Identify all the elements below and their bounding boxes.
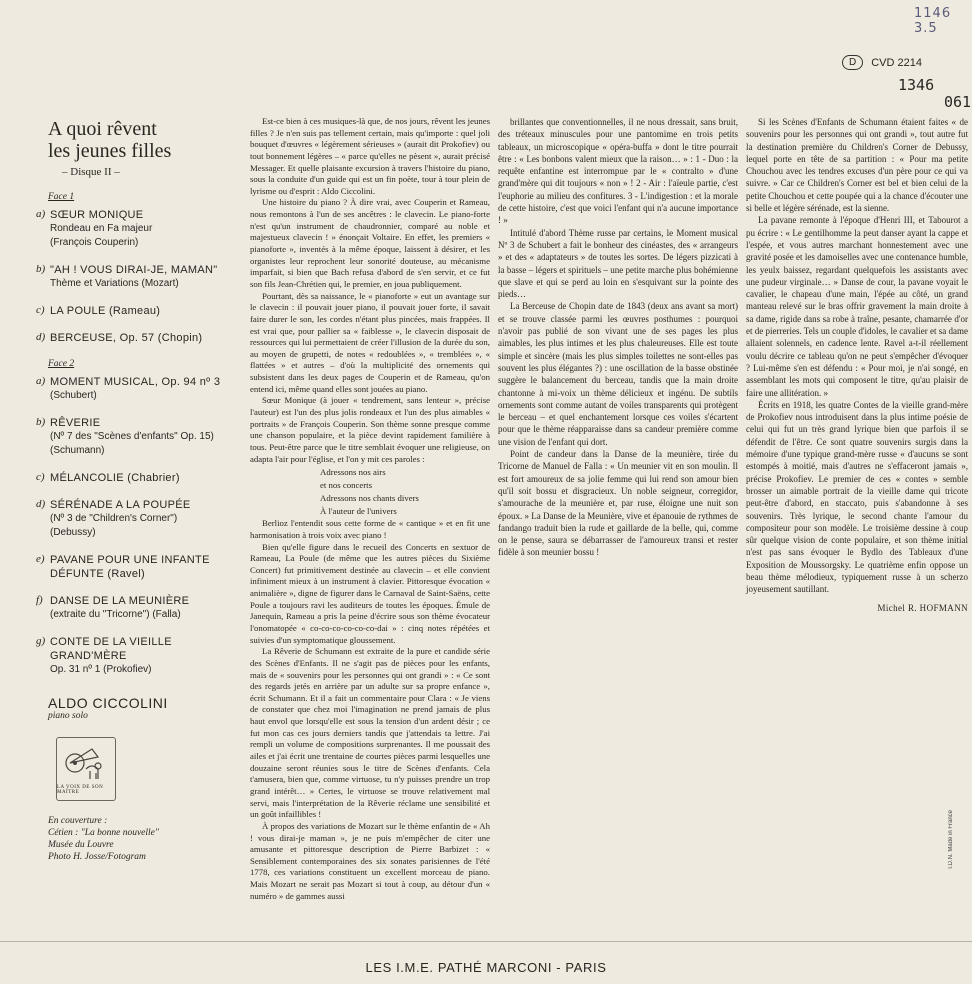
liner-notes-column-3 xyxy=(746,116,968,614)
track-subtitle: (Nº 3 de "Children's Corner") xyxy=(50,513,178,524)
disc-badge: D xyxy=(842,55,863,70)
notes-signature: Michel R. HOFMANN xyxy=(877,602,968,613)
face-2-tracklist xyxy=(36,375,246,677)
track-letter: a) xyxy=(36,208,46,220)
tracklist-column xyxy=(36,118,246,863)
performer-role: piano solo xyxy=(48,711,88,721)
track-letter: a) xyxy=(36,375,46,387)
track-item xyxy=(36,263,246,291)
track-item xyxy=(36,416,246,458)
performer-name: ALDO CICCOLINI xyxy=(48,695,168,711)
notes-paragraph: La Rêverie de Schumann est extraite de la pure et candide série des Scènes d'Enfants. Il ne s'agit pas de pièces pour les enfants, mais de « souvenirs pour les personnes qui ont grandi » : « Ce sont des regards jetés en arrière par un adulte sur sa propre enfance », écrit Schumann. Et il a fait un commentaire pour Clara : « Je viens de constater que chez moi l'imagination ne prend jamais de plus haut envol que lorsqu'elle est sous la tension d'un ardent désir ; ce fut mon cas ces jours derniers tandis que j'attendais ta lettre. J'ai rempli un volume de compositions surprenantes. Il me poussait des ailes et j'ai écrit une trentaine de courtes pièces parmi lesquelles une douzaine seront réunies sous le titre de Scènes d'enfants. Cela t'amusera, bien que, comme virtuose, tu n'y puisses prendre un trop grand intérêt… » Certes, le virtuose se trouve relativement mal servi, mais l'interprétation de la Rêverie réclame une sensibilité et un goût infaillibles ! xyxy=(250,646,490,820)
cover-credits: En couverture : Cétien : "La bonne nouvelle" Musée du Louvre Photo H. Josse/Fotogram xyxy=(48,816,159,862)
face-2-label: Face 2 xyxy=(48,359,75,369)
record-label-logo xyxy=(56,737,116,801)
track-title: SÉRÉNADE A LA POUPÉE xyxy=(50,499,191,511)
track-title: LA POULE (Rameau) xyxy=(50,305,161,317)
track-item xyxy=(36,304,246,318)
track-subtitle: Thème et Variations (Mozart) xyxy=(50,278,179,289)
track-subtitle: (François Couperin) xyxy=(50,237,139,248)
notes-paragraph: Point de candeur dans la Danse de la meunière, tirée du Tricorne de Manuel de Falla : « Un meunier vit en son moulin. Il est fort amoureux de sa jolie femme qui lui rend son amour bien qu'il soit bossu et disgracieux. Un noble seigneur, corregidor, s'amourache de la meunière et, par ruse, éloigne une nuit son époux. » La Danse de la Meunière, vive et épanouie de rythmes de fandango traduit bien la rude et gaillarde de la belle, qui, comme on le pense, saura se débarrasser de l'amoureux transi et rester fidèle à son meunier bossu ! xyxy=(498,449,738,558)
notes-paragraph: brillantes que conventionnelles, il ne nous dressait, sans bruit, des tréteaux minuscules pour une pantomime en trois petits tableaux, un microscopique « opéra-buffa » dont le titre pourrait être : « Les bonbons valent mieux que la raison… » : 1 - Duo : la requête enfantine est interrompue par le « contralto » d'une grand'mère qui dit toujours « non » ! 2 - Air : l'aïeule partie, c'est l'euphorie au milieu des confitures. 3 - L'indigestion : et la morale de cette histoire, c'est que voici l'enfant qui n'a aucune importance ! » xyxy=(498,117,738,226)
side-print-note: I.D.N. Made in France xyxy=(948,810,954,869)
liner-notes-column-2 xyxy=(498,116,738,559)
track-title: MÉLANCOLIE (Chabrier) xyxy=(50,472,180,484)
notes-paragraph: La pavane remonte à l'époque d'Henri III, et Tabourot a pu écrire : « Le gentilhomme la peut danser ayant la cappe et l'espée, et vous autres marchant honnestement avec une gravité posée et les damoiselles avec une contenance humble, les yeulx baissez, regardant quelquefois les assistants avec une pudeur virginale… » Danse de cour, la pavane voyait le cavalier, le chapeau d'une main, l'épée au côté, un grand manteau relevé sur le bras offrir gravement la main droite à sa dame, rigide dans sa robe à traîne, pesante, chamarrée d'or et de pierreries. Tels un couple d'idoles, le cavalier et sa dame allaient solennels, en cadence lente. Ravel a-t-il réellement voulu décrire ce tableau qu'on ne peut s'empêcher d'évoquer ? Lui-même s'en est défendu : « Pour moi, je n'ai songé, en assemblant les mots qui composent le titre, qu'au plaisir de faire une allitération. » xyxy=(746,215,968,398)
track-item xyxy=(36,375,246,403)
track-subtitle: (Debussy) xyxy=(50,527,96,538)
face-1-label: Face 1 xyxy=(48,192,75,202)
poem-line: Adressons nos chants divers xyxy=(320,493,419,504)
track-title: RÊVERIE xyxy=(50,417,101,429)
track-letter: f) xyxy=(36,594,43,606)
track-title: SŒUR MONIQUE xyxy=(50,209,144,221)
stamp-number: 1346 xyxy=(898,76,935,94)
poem-line: À l'auteur de l'univers xyxy=(320,506,397,517)
track-letter: b) xyxy=(36,416,46,428)
track-subtitle: (Nº 7 des "Scènes d'enfants" Op. 15) xyxy=(50,431,214,442)
track-title: MOMENT MUSICAL, Op. 94 nº 3 xyxy=(50,376,221,388)
notes-paragraph: Pourtant, dès sa naissance, le « pianoforte » eut un avantage sur le clavecin : il pouvait jouer piano, il pouvait jouer forte, il savait faire durer le son, les cordes n'étant plus pincées, mais frappées. Il est vrai que, pour pallier sa « faiblesse », le clavecin disposait de ressources qui lui permettaient de créer l'illusion de la durée du son, au moyen de grupetti, de notes « redoublées », « tremblées », « flattées » et autres – d'où la multiplicité des ornements qui subsistent dans les deux pages de Couperin et de Rameau, qu'on entend ici, même quand elles sont jouées au piano. xyxy=(250,290,490,394)
face-1-tracklist xyxy=(36,208,246,345)
track-item xyxy=(36,208,246,250)
track-letter: c) xyxy=(36,471,45,483)
liner-notes-column-1 xyxy=(250,116,490,902)
track-subtitle: (extraite du "Tricorne") (Falla) xyxy=(50,609,181,620)
notes-paragraph: La Berceuse de Chopin date de 1843 (deux ans avant sa mort) et se trouve classée parmi les œuvres posthumes : pourquoi n'avoir pas publié de son vivant une de ses pages les plus aimables, les plus intimes et les plus chaleureuses. Elle est toute simple et sincère (mais les plus simples toilettes ne sont-elles pas souvent les plus élégantes ?) : une oscillation de la basse obstinée suggère le balancement du berceau, tandis que la main droite chantonne à mi-voix un thème délicieux et ingénu. De subtils ornements sont comme autant de voiles transparents qui protègent le berceau – et quel enchantement lorsque ces voiles s'écartent pour que le thème réapparaisse dans sa candeur première comme une vision de l'enfant qui dort. xyxy=(498,301,738,447)
poem-line: et nos concerts xyxy=(320,480,372,491)
notes-paragraph: Est-ce bien à ces musiques-là que, de nos jours, rêvent les jeunes filles ? Je n'en suis pas tellement certain, mais qu'importe : quel joli bouquet d'œuvres « légèrement sérieuses » (aurait dit Prokofiev) ou tout bonnement légères – « parce qu'elles ne pèsent », aurait précisé Messager. Et quelle plaisante excursion à travers l'histoire du piano, sous la conduite d'un guide qui est un fin poète, tour à tour plein de lyrisme ou d'esprit : Aldo Ciccolini. xyxy=(250,116,490,196)
track-item xyxy=(36,553,246,581)
track-title: PAVANE POUR UNE INFANTE DÉFUNTE (Ravel) xyxy=(50,554,210,580)
disc-label: – Disque II – xyxy=(62,166,120,178)
notes-paragraph: Bien qu'elle figure dans le recueil des Concerts en sextuor de Rameau, La Poule (de même que les autres pièces du Sixième Concert) fut primitivement destinée au clavecin – et elle convient infiniment mieux à un instrument à clavier. Pittoresque évocation « animalière », digne de figurer dans le Carnaval de Saint-Saëns, cette Poule a toujours ravi les auditeurs de toutes les époques. Émule de Janequin, Rameau a pris la peine d'écrire sous son thème évocateur l'onomatopée « co-co-co-co-co-co-dai » : cinq notes répétées et suivies d'un symptomatique gloussement. xyxy=(250,541,490,645)
track-item xyxy=(36,594,246,622)
poem-line: Adressons nos airs xyxy=(320,467,386,478)
notes-paragraph: Intitulé d'abord Thème russe par certains, le Moment musical Nº 3 de Schubert a fait le bonheur des cinéastes, des « arrangeurs » et des « adaptateurs » de toutes les sortes. De légers pizzicati à la basse – légers et spirituels – une petite marche plus bohémienne que slave et qui se perd au loin en s'esquivant sur la pointe des pieds… xyxy=(498,227,738,300)
track-item xyxy=(36,498,246,540)
notes-paragraph: À propos des variations de Mozart sur le thème enfantin de « Ah ! vous dirai-je maman », je ne puis m'empêcher de citer une amusante et pittoresque description de Pierre Barbizet : « Sensiblement contemporaines des six sonates parisiennes de l'été 1778, ces variations constituent un excellent morceau de piano. Mais Mozart ne serait pas Mozart si tout à coup, au détour d'un « numéro » de gammes aussi xyxy=(250,820,490,901)
track-subtitle: Op. 31 nº 1 (Prokofiev) xyxy=(50,664,152,675)
track-subtitle: (Schubert) xyxy=(50,390,97,401)
track-letter: d) xyxy=(36,331,46,343)
track-title: CONTE DE LA VIEILLE GRAND'MÈRE xyxy=(50,636,172,662)
track-letter: c) xyxy=(36,304,45,316)
notes-paragraph: Une histoire du piano ? À dire vrai, avec Couperin et Rameau, nous remontons à l'un de ses ancêtres : le clavecin. Le piano-forte n'est qu'un instrument de chaudronnier, comparé au noble et majestueux clavecin ! » énonçait Voltaire. En effet, les premiers « pianoforte », inventés à la même époque, laissent à désirer, et les organistes leur reprochent leur sonorité douteuse, au mécanisme imparfait, si bien que Bach refusa d'abord de s'en servir, et ce fut son fils Jean-Chrétien qui, le premier, en joua publiquement. xyxy=(250,197,490,289)
track-letter: g) xyxy=(36,635,46,647)
logo-text: LA VOIX DE SON MAÎTRE xyxy=(57,785,104,795)
catalog-number: CVD 2214 xyxy=(871,56,922,69)
notes-paragraph: Berlioz l'entendit sous cette forme de « cantique » et en fit une harmonisation à trois voix avec piano ! xyxy=(250,518,490,540)
track-title: DANSE DE LA MEUNIÈRE xyxy=(50,595,190,607)
publisher-footer: LES I.M.E. PATHÉ MARCONI - PARIS xyxy=(365,960,607,975)
notes-paragraph: Sœur Monique (à jouer « tendrement, sans lenteur », précise l'auteur) est l'un des plus jolis rondeaux et l'un des plus aimables « portraits » de François Couperin. Son thème sonne presque comme une chanson populaire, et la pièce devint rapidement familière à tous. Peut-être parce que le titre semblait évoquer une religieuse, on adapta l'air pour l'église, et l'on y mit ces paroles : xyxy=(250,395,490,464)
track-letter: b) xyxy=(36,263,46,275)
notes-paragraph: Écrits en 1918, les quatre Contes de la vieille grand-mère de Prokofiev nous introduisent dans la plus intime poésie de celui qui fut un très grand lyrique bien que parfois il se défendit de l'être. Ce sont quatre souvenirs surgis dans la mémoire d'une typique grand-mère russe « d'aucuns se sont estompés à moitié, mais d'autres ne s'effaceront jamais », précise Prokofiev. Le premier de ces « contes » semble brosser un aimable portrait de la vieille dame qui tricote peut-être d'abord, en staccato, puis s'abandonne à ses souvenirs. Très lyrique, le second chante l'amour du compositeur pour son modèle. Le troisième dessine à coup sûr quelque vision de conte populaire, et son thème initial n'est pas sans évoquer le Bydlo des Tableaux d'une Exposition de Moussorgsky. Le quatrième enfin oppose un beau thème mélodieux, typiquement russe à un scherzo joyeusement sautillant. xyxy=(746,399,968,595)
footer-divider xyxy=(0,941,972,942)
catalog-block xyxy=(842,55,922,70)
cantique-poem xyxy=(250,466,490,517)
track-subtitle: Rondeau en Fa majeur xyxy=(50,223,153,234)
track-letter: d) xyxy=(36,498,46,510)
track-item xyxy=(36,331,246,345)
gramophone-dog-icon xyxy=(64,743,108,783)
track-title: "AH ! VOUS DIRAI-JE, MAMAN" xyxy=(50,264,218,276)
track-letter: e) xyxy=(36,553,45,565)
track-item xyxy=(36,635,246,677)
track-item xyxy=(36,471,246,485)
stamp-number-secondary: 061 xyxy=(944,93,972,111)
handwritten-code: 1146 3.5 xyxy=(914,6,952,36)
track-subtitle: (Schumann) xyxy=(50,445,105,456)
track-title: BERCEUSE, Op. 57 (Chopin) xyxy=(50,332,203,344)
album-title: A quoi rêvent les jeunes filles xyxy=(48,118,172,162)
notes-paragraph: Si les Scènes d'Enfants de Schumann étaient faites « de souvenirs pour les personnes qui ont grandi », tout autre fut la destination première du Children's Corner de Debussy, lequel porte en tête de sa partition : « Pour ma petite Chouchou avec les tendres excuses d'un père pour ce qui va suivre. » Car ce Children's Corner est bel et bien celui de la petite Chouchou et cette poupée qui a la chance d'écouter une si belle et légère sérénade, est la sienne. xyxy=(746,117,968,214)
